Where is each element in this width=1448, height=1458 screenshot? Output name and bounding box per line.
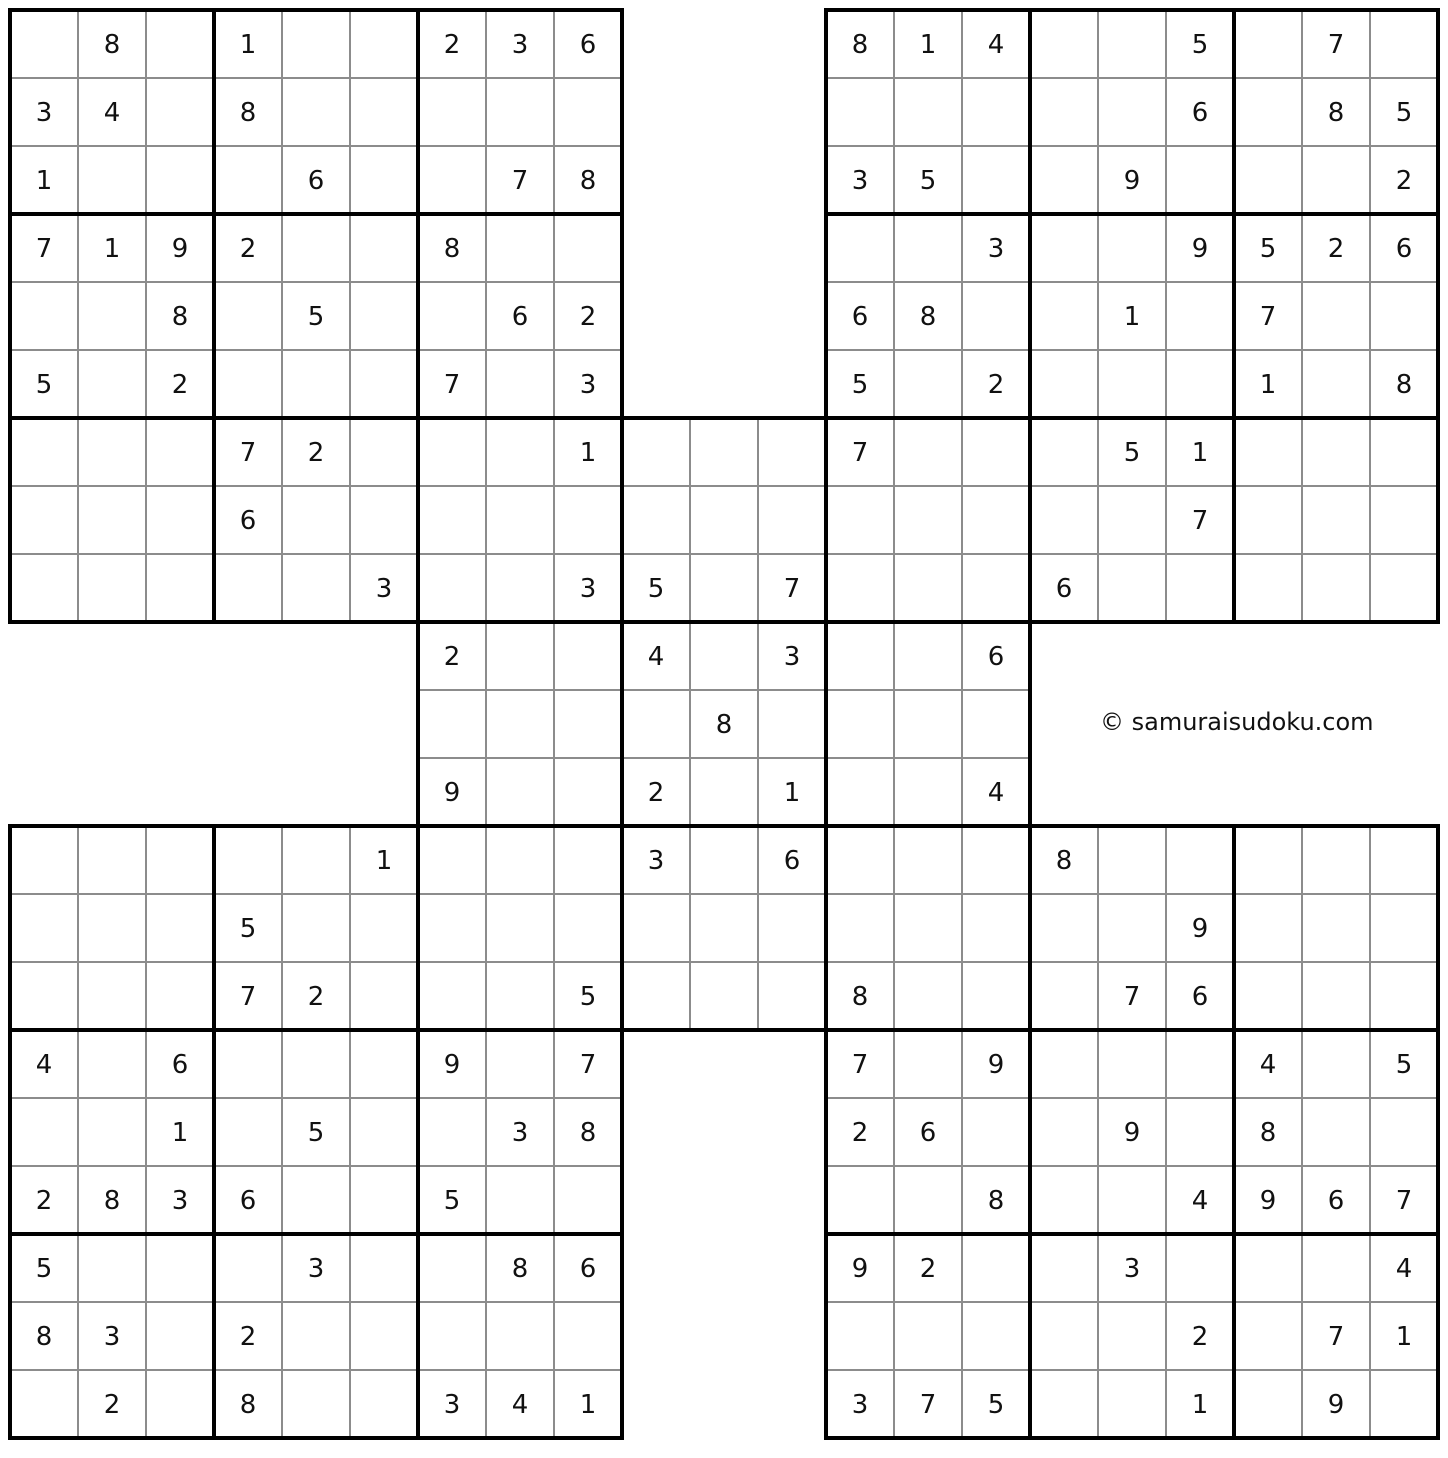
given-digit: 3	[307, 1254, 325, 1284]
given-digit: 3	[851, 1390, 869, 1420]
given-digit: 7	[919, 1390, 937, 1420]
given-digit: 2	[35, 1186, 53, 1216]
given-digit: 4	[511, 1390, 529, 1420]
given-digit: 9	[443, 1050, 461, 1080]
given-digit: 3	[103, 1322, 121, 1352]
given-digit: 9	[1191, 914, 1209, 944]
given-digit: 2	[919, 1254, 937, 1284]
given-digit: 6	[1191, 98, 1209, 128]
given-digit: 8	[851, 982, 869, 1012]
given-digit: 7	[1327, 30, 1345, 60]
given-digit: 6	[579, 30, 597, 60]
given-digit: 1	[375, 846, 393, 876]
given-digit: 5	[35, 1254, 53, 1284]
given-digit: 8	[35, 1322, 53, 1352]
given-digit: 7	[783, 574, 801, 604]
given-digit: 3	[851, 166, 869, 196]
given-digit: 2	[171, 370, 189, 400]
given-digit: 1	[919, 30, 937, 60]
given-digit: 3	[1123, 1254, 1141, 1284]
given-digit: 8	[171, 302, 189, 332]
given-digit: 1	[579, 438, 597, 468]
given-digit: 2	[851, 1118, 869, 1148]
given-digit: 2	[307, 982, 325, 1012]
given-digit: 6	[579, 1254, 597, 1284]
given-digit: 7	[239, 982, 257, 1012]
given-digit: 2	[239, 1322, 257, 1352]
given-digit: 6	[239, 1186, 257, 1216]
given-digit: 8	[1055, 846, 1073, 876]
given-digit: 2	[239, 234, 257, 264]
given-digit: 5	[1191, 30, 1209, 60]
given-digit: 6	[1395, 234, 1413, 264]
given-digit: 7	[443, 370, 461, 400]
given-digit: 2	[647, 778, 665, 808]
given-digit: 1	[1123, 302, 1141, 332]
given-digit: 8	[715, 710, 733, 740]
given-digit: 5	[647, 574, 665, 604]
given-digit: 7	[239, 438, 257, 468]
given-digit: 1	[239, 30, 257, 60]
given-digit: 6	[239, 506, 257, 536]
given-digit: 6	[1327, 1186, 1345, 1216]
given-digit: 8	[1395, 370, 1413, 400]
given-digit: 5	[443, 1186, 461, 1216]
given-digit: 9	[1123, 1118, 1141, 1148]
given-digit: 4	[1395, 1254, 1413, 1284]
given-digit: 1	[1395, 1322, 1413, 1352]
given-digit: 9	[171, 234, 189, 264]
given-digit: 7	[1327, 1322, 1345, 1352]
given-digit: 7	[579, 1050, 597, 1080]
given-digit: 2	[579, 302, 597, 332]
given-digit: 8	[239, 98, 257, 128]
given-digit: 6	[783, 846, 801, 876]
given-digit: 1	[171, 1118, 189, 1148]
given-digit: 4	[647, 642, 665, 672]
given-digit: 4	[987, 778, 1005, 808]
given-digit: 3	[171, 1186, 189, 1216]
given-digit: 4	[103, 98, 121, 128]
given-digit: 6	[851, 302, 869, 332]
given-digit: 8	[987, 1186, 1005, 1216]
given-digit: 7	[851, 438, 869, 468]
given-digit: 5	[239, 914, 257, 944]
given-digit: 5	[1395, 1050, 1413, 1080]
given-digit: 5	[851, 370, 869, 400]
given-digit: 1	[103, 234, 121, 264]
given-digit: 1	[783, 778, 801, 808]
given-digit: 8	[103, 30, 121, 60]
given-digit: 4	[1259, 1050, 1277, 1080]
given-digit: 1	[35, 166, 53, 196]
given-digit: 2	[103, 1390, 121, 1420]
given-digit: 9	[851, 1254, 869, 1284]
given-digit: 5	[1395, 98, 1413, 128]
given-digit: 5	[987, 1390, 1005, 1420]
given-digit: 3	[987, 234, 1005, 264]
given-digit: 9	[1259, 1186, 1277, 1216]
given-digit: 5	[1259, 234, 1277, 264]
given-digit: 9	[1191, 234, 1209, 264]
given-digit: 4	[1191, 1186, 1209, 1216]
given-digit: 2	[987, 370, 1005, 400]
given-digit: 9	[987, 1050, 1005, 1080]
given-digit: 2	[1395, 166, 1413, 196]
given-digit: 8	[443, 234, 461, 264]
given-digit: 7	[35, 234, 53, 264]
given-digit: 9	[1327, 1390, 1345, 1420]
given-digit: 2	[307, 438, 325, 468]
given-digit: 8	[579, 1118, 597, 1148]
given-digit: 7	[1395, 1186, 1413, 1216]
given-digit: 4	[987, 30, 1005, 60]
given-digit: 5	[307, 1118, 325, 1148]
given-digit: 1	[1191, 438, 1209, 468]
given-digit: 1	[579, 1390, 597, 1420]
given-digit: 8	[919, 302, 937, 332]
given-digit: 7	[1191, 506, 1209, 536]
given-digit: 2	[443, 30, 461, 60]
given-digit: 6	[987, 642, 1005, 672]
given-digit: 9	[1123, 166, 1141, 196]
given-digit: 7	[511, 166, 529, 196]
given-digit: 6	[171, 1050, 189, 1080]
given-digit: 6	[1191, 982, 1209, 1012]
given-digit: 5	[1123, 438, 1141, 468]
given-digit: 8	[511, 1254, 529, 1284]
given-digit: 8	[239, 1390, 257, 1420]
given-digit: 2	[1191, 1322, 1209, 1352]
given-digit: 5	[35, 370, 53, 400]
given-digit: 5	[579, 982, 597, 1012]
given-digit: 2	[1327, 234, 1345, 264]
given-digit: 3	[35, 98, 53, 128]
given-digit: 8	[1259, 1118, 1277, 1148]
given-digit: 1	[1259, 370, 1277, 400]
given-digit: 5	[919, 166, 937, 196]
given-digit: 3	[511, 1118, 529, 1148]
given-digit: 8	[579, 166, 597, 196]
given-digit: 3	[511, 30, 529, 60]
given-digit: 5	[307, 302, 325, 332]
given-digit: 6	[511, 302, 529, 332]
given-digit: 3	[579, 574, 597, 604]
given-digit: 8	[103, 1186, 121, 1216]
given-digit: 1	[1191, 1390, 1209, 1420]
given-digit: 9	[443, 778, 461, 808]
given-digit: 2	[443, 642, 461, 672]
given-digit: 3	[647, 846, 665, 876]
given-digit: 6	[307, 166, 325, 196]
given-digit: 8	[1327, 98, 1345, 128]
given-digit: 6	[1055, 574, 1073, 604]
given-digit: 3	[783, 642, 801, 672]
copyright-notice: © samuraisudoku.com	[1100, 708, 1374, 736]
given-digit: 3	[579, 370, 597, 400]
given-digit: 7	[1259, 302, 1277, 332]
given-digit: 6	[919, 1118, 937, 1148]
given-digit: 7	[851, 1050, 869, 1080]
given-digit: 3	[443, 1390, 461, 1420]
given-digit: 8	[851, 30, 869, 60]
given-digit: 4	[35, 1050, 53, 1080]
given-digit: 3	[375, 574, 393, 604]
given-digit: 7	[1123, 982, 1141, 1012]
